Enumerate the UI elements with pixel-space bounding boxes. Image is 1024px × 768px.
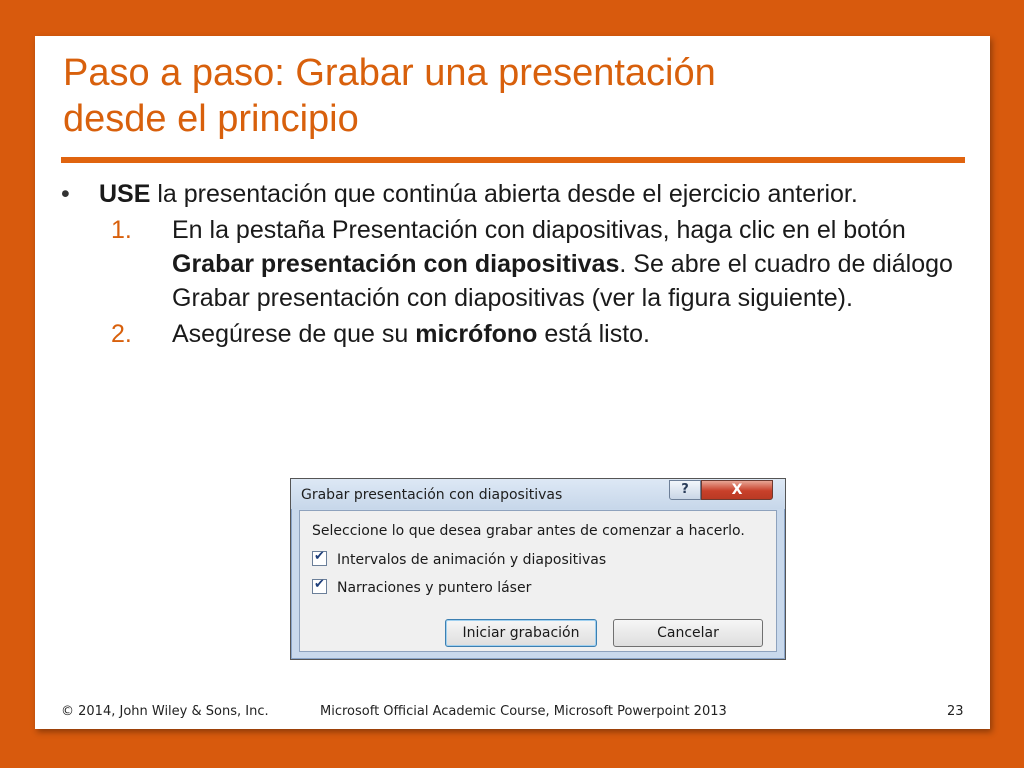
- step-1-text-after: . Se abre el cuadro de diálogo Grabar presentación con diapositivas (ver la figura siguiente).: [172, 250, 953, 312]
- footer-page-number: 23: [947, 704, 964, 719]
- step-1-bold-text: Grabar presentación con diapositivas: [172, 250, 620, 278]
- step-number-1: 1.: [111, 216, 132, 244]
- dialog-title: Grabar presentación con diapositivas: [301, 487, 563, 503]
- dialog-titlebar: [291, 479, 785, 509]
- step-2-text-after: está listo.: [537, 320, 651, 348]
- record-slideshow-dialog: [290, 478, 786, 660]
- checkbox-timings[interactable]: [312, 551, 327, 566]
- slide-title: [63, 50, 963, 142]
- bullet-bold-text: USE: [99, 180, 151, 208]
- checkbox-narrations[interactable]: [312, 579, 327, 594]
- option-narrations[interactable]: [312, 579, 531, 596]
- checkmark-icon: ✔: [314, 577, 325, 592]
- slide-title-line-1: Paso a paso: Grabar una presentación: [63, 52, 716, 94]
- step-1-text-before: En la pestaña Presentación con diapositivas, haga clic en el botón: [172, 216, 906, 244]
- title-divider: [61, 157, 965, 163]
- step-2-text-before: Asegúrese de que su: [172, 320, 416, 348]
- option-timings[interactable]: [312, 551, 606, 568]
- bullet-text: la presentación que continúa abierta desde el ejercicio anterior.: [150, 180, 858, 208]
- step-number-2: 2.: [111, 320, 132, 348]
- close-button[interactable]: X: [701, 480, 773, 500]
- footer-copyright: © 2014, John Wiley & Sons, Inc.: [61, 704, 269, 719]
- help-button[interactable]: ?: [669, 480, 701, 500]
- slide: [35, 36, 990, 729]
- cancel-button[interactable]: Cancelar: [613, 619, 763, 647]
- bullet-item: [59, 177, 959, 211]
- step-item-2: [59, 317, 959, 351]
- step-item-1: [59, 213, 959, 315]
- step-2-bold-text: micrófono: [415, 320, 538, 348]
- bullet-icon: •: [61, 180, 70, 208]
- slide-body: [59, 177, 959, 351]
- option-timings-label[interactable]: Intervalos de animación y diapositivas: [337, 552, 607, 568]
- footer-course: Microsoft Official Academic Course, Microsoft Powerpoint 2013: [320, 704, 727, 719]
- option-narrations-label[interactable]: Narraciones y puntero láser: [337, 580, 532, 596]
- dialog-content: [299, 510, 777, 652]
- start-recording-button[interactable]: Iniciar grabación: [445, 619, 597, 647]
- checkmark-icon: ✔: [314, 549, 325, 564]
- dialog-prompt: Seleccione lo que desea grabar antes de comenzar a hacerlo.: [312, 523, 745, 539]
- slide-title-line-2: desde el principio: [63, 98, 359, 140]
